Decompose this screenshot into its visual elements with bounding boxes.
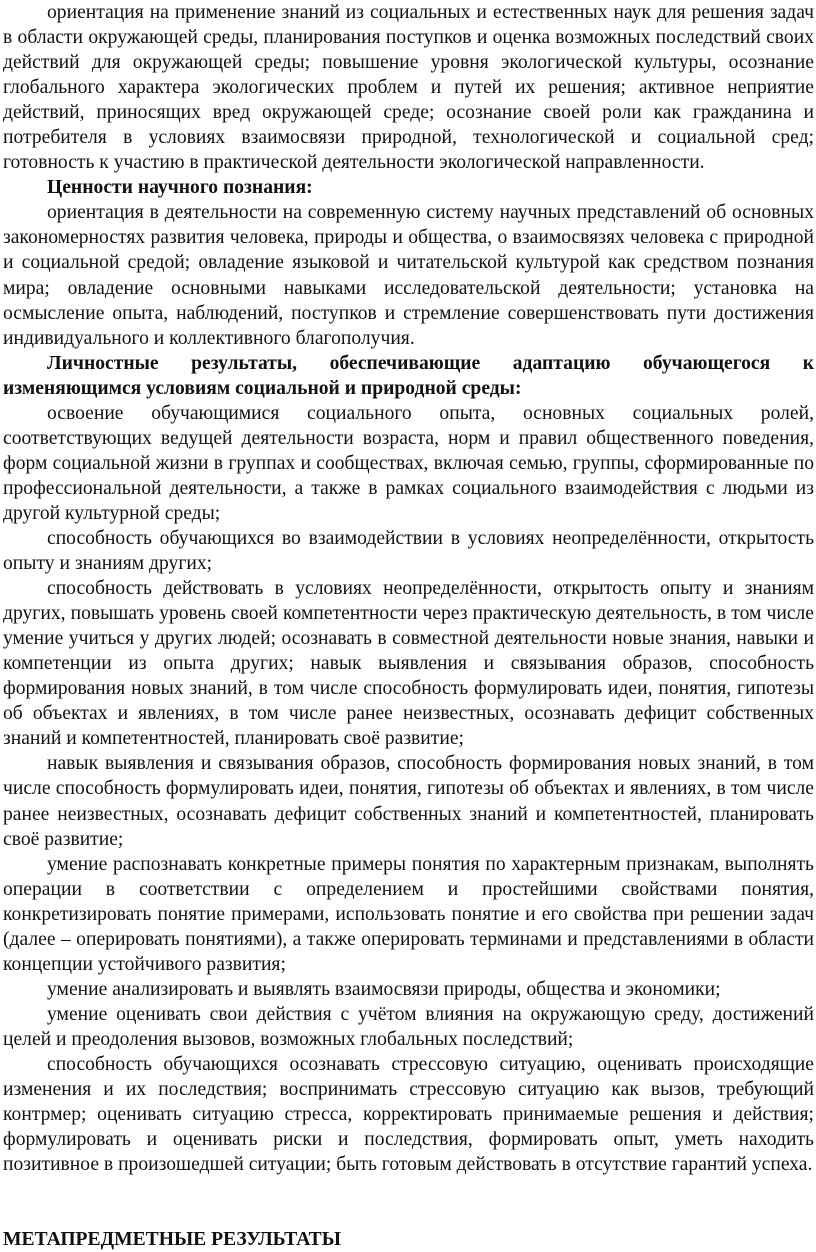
blank-space xyxy=(3,1177,814,1227)
paragraph-scientific-orientation: ориентация в деятельности на современную систему научных представлений об основных закономерностях развития человека, природы и общества, о взаимосвязях человека с природной и социальной средой; овладение языковой и читательской культурой как средством познания мира; овладение основными навыками исследовательской деятельности; установка на осмысление опыта, наблюдений, поступков и стремление совершенствовать пути достижения индивидуального и коллективного благополучия. xyxy=(3,202,814,349)
paragraph-analyze-relations: умение анализировать и выявлять взаимосвязи природы, общества и экономики; xyxy=(47,978,721,1000)
paragraph-act-under-uncertainty: способность действовать в условиях неопределённости, открытость опыту и знаниям других, повышать уровень своей компетентности через практическую деятельность, в том числе умение учиться у других людей; осознавать в совместной деятельности новые знания, навыки и компетенции из опыта других; навык выявления и связывания образов, способность формирования новых знаний, в том числе способность формулировать идеи, понятия, гипотезы об объектах и явлениях, в том числе ранее неизвестных, осознавать дефицит собственных знаний и компетентностей, планировать своё развитие; xyxy=(3,578,814,750)
heading-scientific-values: Ценности научного познания: xyxy=(47,177,313,199)
paragraph-evaluate-actions: умение оценивать свои действия с учётом влияния на окружающую среду, достижений целей и преодоления вызовов, возможных глобальных последствий; xyxy=(3,1003,814,1050)
paragraph-environmental-orientation: ориентация на применение знаний из социальных и естественных наук для решения задач в области окружающей среды, планирования поступков и оценка возможных последствий своих действий для окружающей среды; повышение уровня экологической культуры, осознание глобального характера экологических проблем и путей их решения; активное неприятие действий, приносящих вред окружающей среде; осознание своей роли как гражданина и потребителя в условиях взаимосвязи природной, технологической и социальной сред; готовность к участию в практической деятельности экологической направленности. xyxy=(3,2,814,174)
paragraph-interaction-uncertainty: способность обучающихся во взаимодействии в условиях неопределённости, открытость опыту и знаниям других; xyxy=(3,527,814,575)
paragraph-concepts-skill: умение распознавать конкретные примеры понятия по характерным признакам, выполнять операции в соответствии с определением и простейшими свойствами понятия, конкретизировать понятие примерами, использовать понятие и его свойства при решении задач (далее – оперировать понятиями), а также оперировать терминами и представлениями в области концепции устойчивого развития; xyxy=(3,853,814,975)
paragraph-social-experience: освоение обучающимися социального опыта, основных социальных ролей, соответствующих ведущей деятельности возраста, норм и правил общественного поведения, форм социальной жизни в группах и сообществах, включая семью, группы, сформированные по профессиональной деятельности, а также в рамках социального взаимодействия с людьми из другой культурной среды; xyxy=(3,402,814,524)
heading-adaptation-results: Личностные результаты, обеспечивающие адаптацию обучающегося к изменяющимся условиям социальной и природной среды: xyxy=(3,352,814,399)
paragraph-pattern-skill: навык выявления и связывания образов, способность формирования новых знаний, в том числе способность формулировать идеи, понятия, гипотезы об объектах и явлениях, в том числе ранее неизвестных, осознавать дефицит собственных знаний и компетентностей, планировать своё развитие; xyxy=(3,753,814,850)
section-heading-metasubject-results: МЕТАПРЕДМЕТНЫЕ РЕЗУЛЬТАТЫ xyxy=(3,1229,341,1251)
paragraph-stress-awareness: способность обучающихся осознавать стрессовую ситуацию, оценивать происходящие изменения и их последствия; воспринимать стрессовую ситуацию как вызов, требующий контрмер; оценивать ситуацию стресса, корректировать принимаемые решения и действия; формулировать и оценивать риски и последствия, формировать опыт, уметь находить позитивное в произошедшей ситуации; быть готовым действовать в отсутствие гарантий успеха. xyxy=(3,1053,814,1176)
